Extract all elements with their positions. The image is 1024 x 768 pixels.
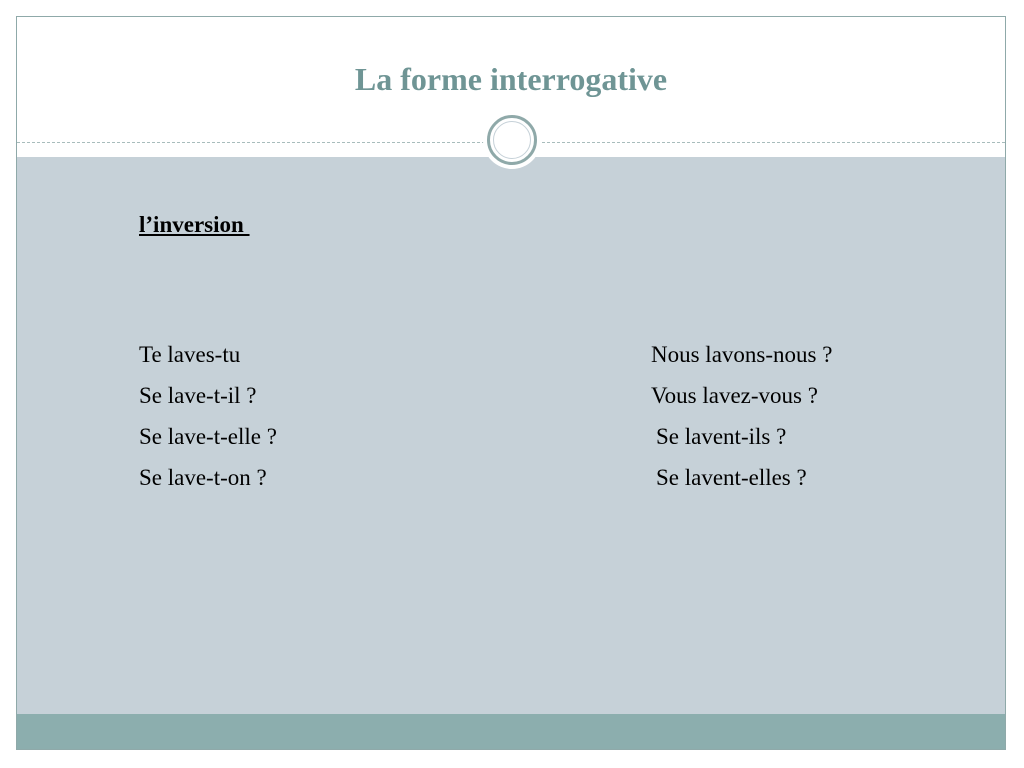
singular-forms-list	[139, 334, 277, 498]
list-item: Se lave-t-elle ?	[139, 424, 277, 449]
footer-bar	[17, 714, 1005, 749]
list-item: Se lavent-ils ?	[656, 424, 787, 449]
list-item: Se lave-t-on ?	[139, 465, 267, 490]
ornament-inner-ring	[493, 121, 531, 159]
plural-forms-list	[651, 334, 832, 498]
list-item: Vous lavez-vous ?	[651, 383, 818, 408]
list-item: Se lave-t-il ?	[139, 383, 257, 408]
list-item: Se lavent-elles ?	[656, 465, 807, 490]
ornament-ring	[487, 115, 537, 165]
section-subheading: l’inversion	[139, 212, 250, 237]
slide-title: La forme interrogative	[354, 61, 668, 97]
list-item: Nous lavons-nous ?	[651, 342, 833, 367]
list-item: Te laves-tu	[139, 342, 241, 367]
circle-ornament-icon	[483, 111, 541, 169]
